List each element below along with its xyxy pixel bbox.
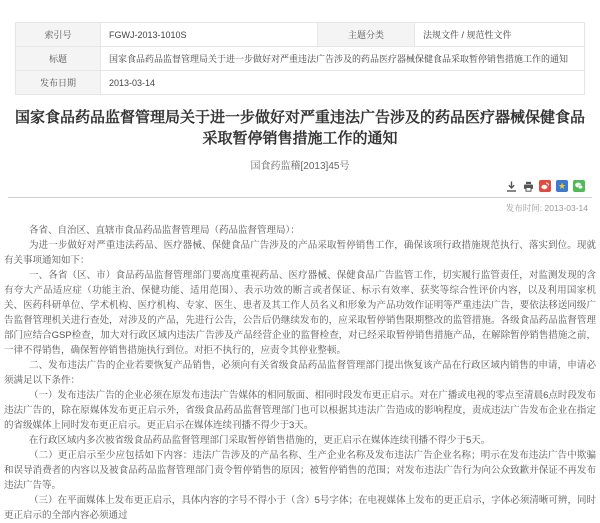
meta-row-date: [16, 71, 585, 95]
wechat-share-icon[interactable]: [573, 180, 585, 192]
section-2-paragraph: 二、发布违法广告的企业若要恢复产品销售，必须向有关省级食品药品监督管理部门提出恢复该产品在行政区域内销售的申请，申请必须满足以下条件：: [4, 360, 596, 386]
publish-time-value: 2013-03-14: [544, 203, 588, 213]
meta-index-label: 索引号: [16, 23, 101, 47]
section-1-paragraph: 一、各省（区、市）食品药品监督管理部门要高度重视药品、医疗器械、保健食品广告监管工作，切实履行监管责任，对监测发现的含有夸大产品适应症（功能主治、保健功能、适用范围）、表示功效的断言或者保证、标示有效率、获奖等综合性评价内容，以及利用国家机关、医药科研单位、学术机构、医疗机构、专家、医生、患者及其工作人员名义和形象为产品功效作证明等严重违法广告，要依法移送同级广告监督管理机关进行查处，对涉及的产品，先进行公告，公告后仍继续发布的，应采取暂停销售限期整改的监管措施。各级食品药品监督管理部门应结合GSP检查，加大对行政区域内违法广告涉及产品经营企业的监督检查，对已经采取暂停销售措施产品，在解除暂停销售措施之前，一律不得销售，确保暂停销售措施执行到位。对拒不执行的，应责令其停业整顿。: [4, 270, 596, 356]
download-icon[interactable]: [505, 180, 517, 192]
publish-time: [12, 202, 588, 214]
item-1-paragraph: （一）发布违法广告的企业必须在原发布违法广告媒体的相同版面、相同时段发布更正启示。对在广播或电视的零点至清晨6点时段发布违法广告的，除在原媒体发布更正启示外，省级食品药品监督管理部门也可以根据其违法广告造成的影响程度，责成违法广告发布企业在指定的省级媒体上同时发布更正启示。更正启示在媒体连续刊播不得少于3天。: [4, 390, 596, 431]
meta-date-value: 2013-03-14: [101, 71, 585, 95]
page-title: 国家食品药品监督管理局关于进一步做好对严重违法广告涉及的药品医疗器械保健食品采取暂停销售措施工作的通知: [14, 109, 585, 147]
document-meta-table: [15, 22, 585, 95]
meta-row-index-category: [16, 23, 585, 47]
qzone-share-icon[interactable]: ★: [557, 181, 567, 191]
share-toolbar: [15, 180, 585, 192]
divider: [8, 197, 592, 198]
weibo-share-icon[interactable]: [539, 180, 551, 192]
meta-index-value: FGWJ-2013-1010S: [101, 23, 318, 47]
meta-category-value: 法规文件 / 规范性文件: [415, 23, 585, 47]
print-icon[interactable]: [522, 180, 534, 192]
document-number: 国食药监稽[2013]45号: [250, 161, 350, 172]
meta-row-title: [16, 47, 585, 71]
article-body: [4, 223, 596, 523]
meta-title-label: 标题: [16, 47, 101, 71]
salutation-paragraph: 各省、自治区、直辖市食品药品监督管理局（药品监督管理局）：: [29, 225, 300, 236]
publish-time-label: 发布时间:: [505, 203, 543, 213]
meta-date-label: 发布日期: [16, 71, 101, 95]
intro-paragraph: 为进一步做好对严重违法药品、医疗器械、保健食品广告涉及的产品采取暂停销售工作，确保该项行政措施规范执行、落实到位。现就有关事项通知如下：: [4, 240, 596, 266]
item-3-paragraph: （三）在平面媒体上发布更正启示，具体内容的字号不得小于（含）5号字体；在电视媒体上发布的更正启示，字体必须清晰可辨，同时更正启示的全部内容必须通过: [4, 495, 596, 521]
item-2-paragraph: （二）更正启示至少应包括如下内容：违法广告涉及的产品名称、生产企业名称及发布违法广告企业名称；明示在发布违法广告中欺骗和误导消费者的内容以及被食品药品监督管理部门责令暂停销售的原因；被暂停销售的范围；对发布违法广告行为向公众致歉并保证不再发布违法广告等。: [4, 450, 596, 491]
meta-title-value: 国家食品药品监督管理局关于进一步做好对严重违法广告涉及的药品医疗器械保健食品采取暂停销售措施工作的通知: [101, 47, 585, 71]
meta-category-label: 主题分类: [318, 23, 415, 47]
item-1-note-paragraph: 在行政区域内多次被省级食品药品监督管理部门采取暂停销售措施的，更正启示在媒体连续刊播不得少于5天。: [29, 435, 491, 446]
